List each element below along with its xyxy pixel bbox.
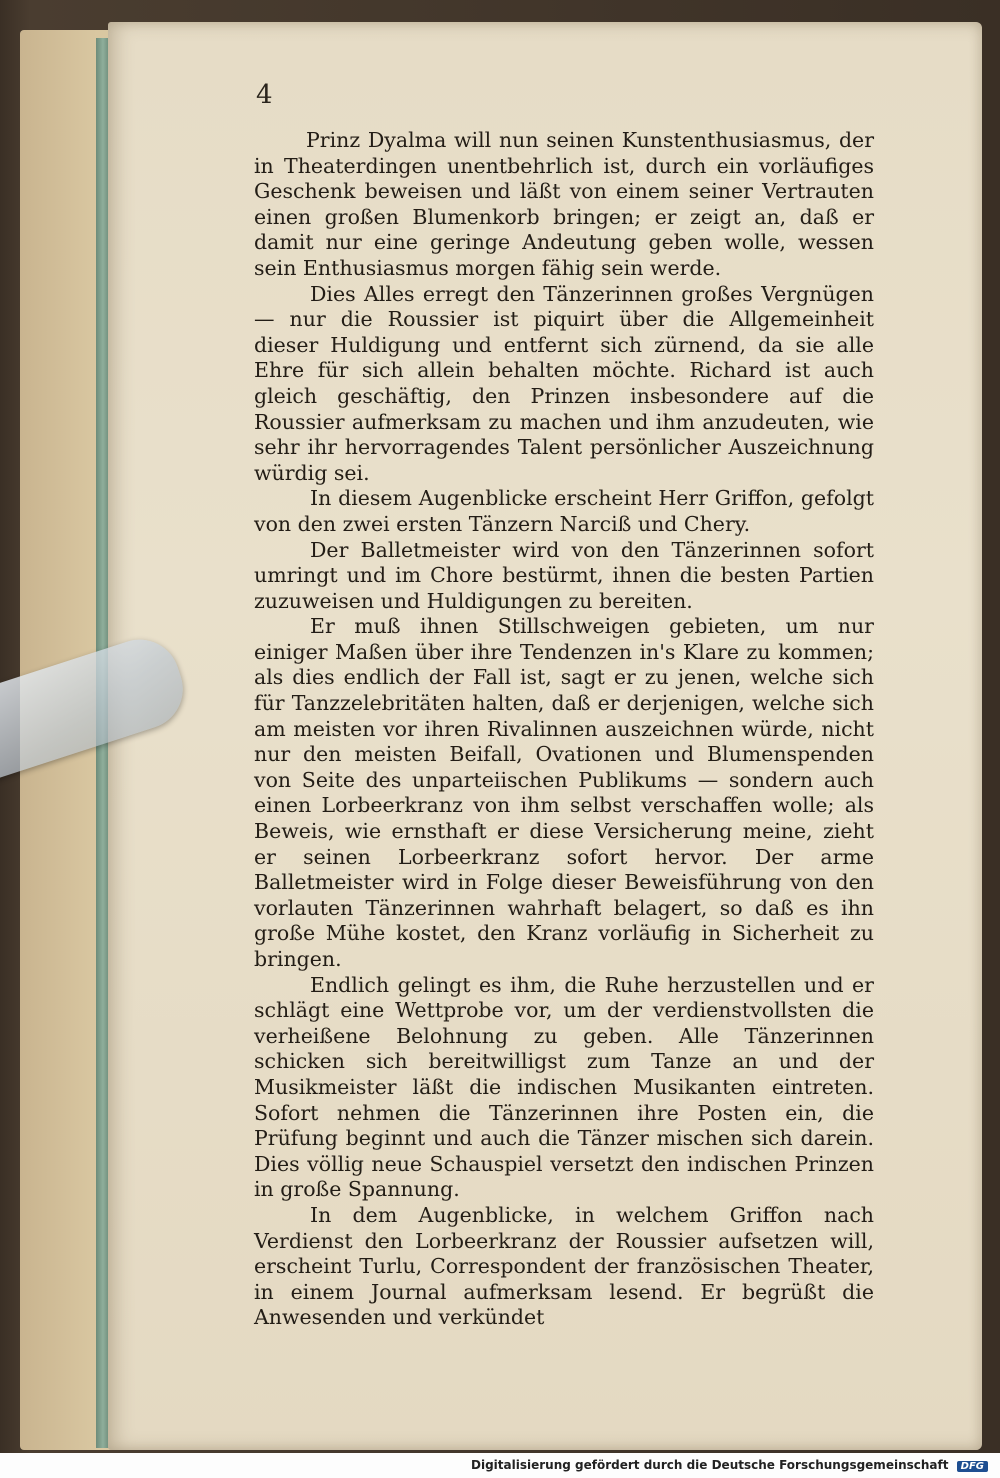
paragraph-2: Dies Alles erregt den Tänzerinnen großes Vergnügen — nur die Roussier ist piquirt über die Allgemeinheit dieser Huldigung und entfernt sich zürnend, da sie alle Ehre für sich allein behalten möchte. Richard ist auch gleich geschäftig, den Prinzen insbesondere auf die Roussier aufmerksam zu machen und ihm anzudeuten, wie sehr ihr hervorragendes Talent persönlicher Auszeichnung würdig sei.	[254, 281, 874, 485]
dfg-logo-icon: DFG	[957, 1461, 988, 1472]
paragraph-5: Er muß ihnen Stillschweigen gebieten, um nur einiger Maßen über ihre Tendenzen in's Klare zu kommen; als dies endlich der Fall ist, sagt er zu jenen, welche sich für Tanzzelebritäten halten, daß er derjenigen, welche sich am meisten vor ihren Rivalinnen auszeichnen würde, nicht nur den meisten Beifall, Ovationen und Blumenspenden von Seite des unparteiischen Publikums — sondern auch einen Lorbeerkranz von ihm selbst verschaffen wolle; als Beweis, wie ernsthaft er diese Versicherung meine, zieht er seinen Lorbeerkranz sofort hervor. Der arme Balletmeister wird in Folge dieser Beweisführung von den vorlauten Tänzerinnen wahrhaft belagert, so daß es ihn große Mühe kostet, den Kranz vorläufig in Sicherheit zu bringen.	[254, 614, 874, 971]
footer-credit	[471, 1458, 988, 1472]
paragraph-3: In diesem Augenblicke erscheint Herr Griffon, gefolgt von den zwei ersten Tänzern Narciß und Chery.	[254, 486, 874, 536]
paragraph-4: Der Balletmeister wird von den Tänzerinnen sofort umringt und im Chore bestürmt, ihnen die besten Partien zuzuweisen und Huldigungen zu bereiten.	[254, 537, 874, 613]
paragraph-6: Endlich gelingt es ihm, die Ruhe herzustellen und er schlägt eine Wettprobe vor, um der verdienstvollsten die verheißene Belohnung zu geben. Alle Tänzerinnen schicken sich bereitwilligst zum Tanze an und der Musikmeister läßt die indischen Musikanten eintreten. Sofort nehmen die Tänzerinnen ihre Posten ein, die Prüfung beginnt und auch die Tänzer mischen sich darein. Dies völlig neue Schauspiel versetzt den indischen Prinzen in große Spannung.	[254, 972, 874, 1202]
paragraph-7: In dem Augenblicke, in welchem Griffon nach Verdienst den Lorbeerkranz der Roussier aufsetzen will, erscheint Turlu, Correspondent der französischen Theater, in einem Journal aufmerksam lesend. Er begrüßt die Anwesenden und verkündet	[254, 1202, 874, 1330]
page-number: 4	[256, 80, 273, 110]
footer-credit-text: Digitalisierung gefördert durch die Deutsche Forschungsgemeinschaft	[471, 1458, 949, 1472]
paragraph-1: Prinz Dyalma will nun seinen Kunstenthusiasmus, der in Theaterdingen unentbehrlich ist, durch ein vorläufiges Geschenk beweisen und läßt von einem seiner Vertrauten einen großen Blumenkorb bringen; er zeigt an, daß er damit nur eine geringe Andeutung geben wolle, wessen sein Enthusiasmus morgen fähig sein werde.	[254, 128, 874, 280]
page-text	[254, 128, 874, 1331]
